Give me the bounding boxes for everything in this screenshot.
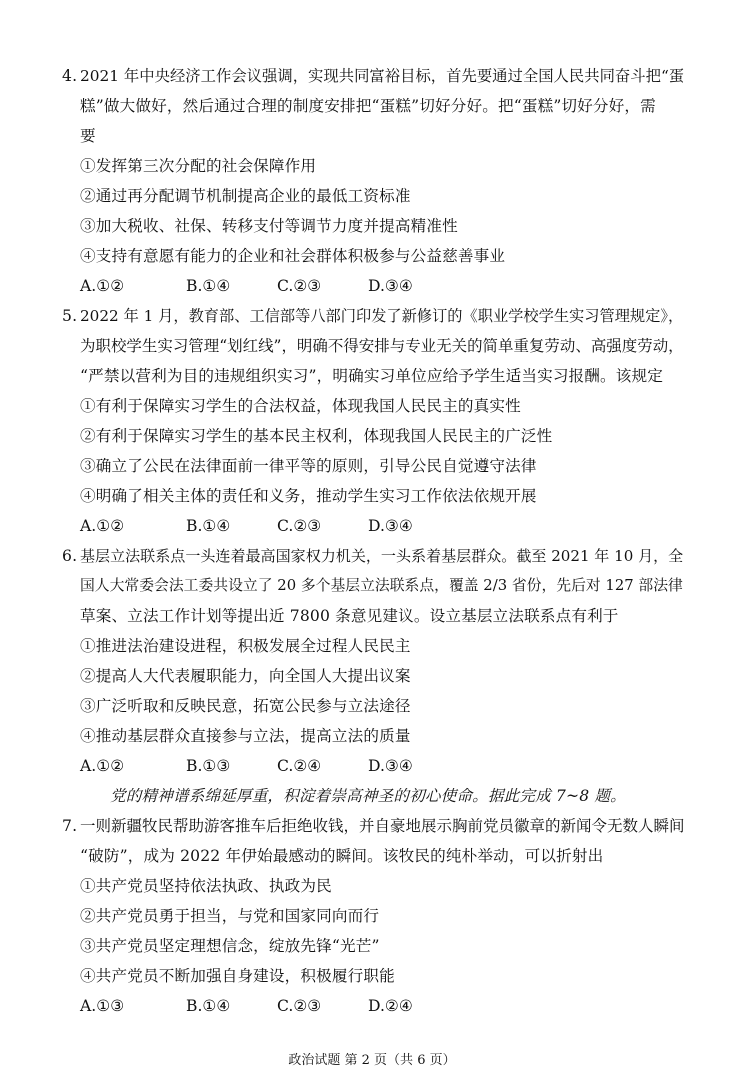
statement-item: ③加大税收、社保、转移支付等调节力度并提高精准性 — [80, 217, 458, 235]
question-stem-line: 为职校学生实习管理“划红线”，明确不得安排与专业无关的简单重复劳动、高强度劳动， — [80, 337, 684, 355]
choice-c: C.②③ — [277, 517, 322, 535]
statement-item: ①共产党员坚持依法执政、执政为民 — [80, 877, 332, 895]
statement-item: ①推进法治建设进程，积极发展全过程人民民主 — [80, 637, 411, 655]
statement-item: ③确立了公民在法律面前一律平等的原则，引导公民自觉遵守法律 — [80, 457, 537, 475]
choice-b: B.①③ — [186, 757, 231, 775]
choice-a: A.①② — [80, 757, 125, 775]
page-footer: 政治试题 第 2 页（共 6 页） — [288, 1053, 456, 1068]
statement-item: ④推动基层群众直接参与立法，提高立法的质量 — [80, 727, 411, 745]
statement-item: ①发挥第三次分配的社会保障作用 — [80, 157, 317, 175]
statement-item: ③广泛听取和反映民意，拓宽公民参与立法途径 — [80, 697, 411, 715]
choice-b: B.①④ — [186, 997, 231, 1015]
statement-item: ①有利于保障实习学生的合法权益，体现我国人民民主的真实性 — [80, 397, 521, 415]
statement-item: ③共产党员坚定理想信念，绽放先锋“光芒” — [80, 937, 380, 955]
choice-d: D.③④ — [368, 757, 413, 775]
statement-item: ④支持有意愿有能力的企业和社会群体积极参与公益慈善事业 — [80, 247, 506, 265]
question-number: 7. — [62, 817, 78, 835]
choice-a: A.①② — [80, 517, 125, 535]
question-stem-line: 国人大常委会法工委共设立了 20 多个基层立法联系点，覆盖 2/3 省份，先后对 127 部法律 — [80, 577, 683, 594]
statement-item: ②共产党员勇于担当，与党和国家同向而行 — [80, 907, 380, 925]
question-stem-line: 一则新疆牧民帮助游客推车后拒绝收钱，并自豪地展示胸前党员徽章的新闻令无数人瞬间 — [80, 817, 685, 835]
question-stem-line: “严禁以营利为目的违规组织实习”，明确实习单位应给予学生适当实习报酬。该规定 — [80, 367, 664, 385]
choice-d: D.③④ — [368, 277, 413, 295]
choice-d: D.②④ — [368, 997, 413, 1015]
statement-item: ②有利于保障实习学生的基本民主权利，体现我国人民民主的广泛性 — [80, 427, 553, 445]
question-number: 4. — [62, 67, 78, 85]
choice-b: B.①④ — [186, 277, 231, 295]
section-intro: 党的精神谱系绵延厚重，积淀着崇高神圣的初心使命。据此完成 7~8 题。 — [110, 787, 626, 805]
question-stem-line: 2021 年中央经济工作会议强调，实现共同富裕目标，首先要通过全国人民共同奋斗把“蛋 — [80, 67, 685, 85]
question-stem-line: “破防”，成为 2022 年伊始最感动的瞬间。该牧民的纯朴举动，可以折射出 — [80, 847, 604, 865]
choice-b: B.①④ — [186, 517, 231, 535]
choice-a: A.①② — [80, 277, 125, 295]
choice-d: D.③④ — [368, 517, 413, 535]
statement-item: ④共产党员不断加强自身建设，积极履行职能 — [80, 967, 395, 985]
question-stem-line: 2022 年 1 月，教育部、工信部等八部门印发了新修订的《职业学校学生实习管理规定》， — [80, 307, 684, 325]
question-stem-line: 糕”做大做好，然后通过合理的制度安排把“蛋糕”切好分好。把“蛋糕”切好分好，需 — [80, 97, 656, 115]
choice-c: C.②④ — [277, 757, 322, 775]
statement-item: ②提高人大代表履职能力，向全国人大提出议案 — [80, 667, 411, 685]
question-stem-line: 基层立法联系点一头连着最高国家权力机关，一头系着基层群众。截至 2021 年 10 月，全 — [80, 547, 684, 565]
question-number: 6. — [62, 547, 78, 565]
statement-item: ②通过再分配调节机制提高企业的最低工资标准 — [80, 187, 411, 205]
question-stem-line: 草案、立法工作计划等提出近 7800 条意见建议。设立基层立法联系点有利于 — [80, 607, 619, 625]
choice-c: C.②③ — [277, 997, 322, 1015]
statement-item: ④明确了相关主体的责任和义务，推动学生实习工作依法依规开展 — [80, 487, 537, 505]
choice-a: A.①③ — [80, 997, 125, 1015]
question-number: 5. — [62, 307, 78, 325]
choice-c: C.②③ — [277, 277, 322, 295]
question-stem-line: 要 — [80, 127, 96, 145]
